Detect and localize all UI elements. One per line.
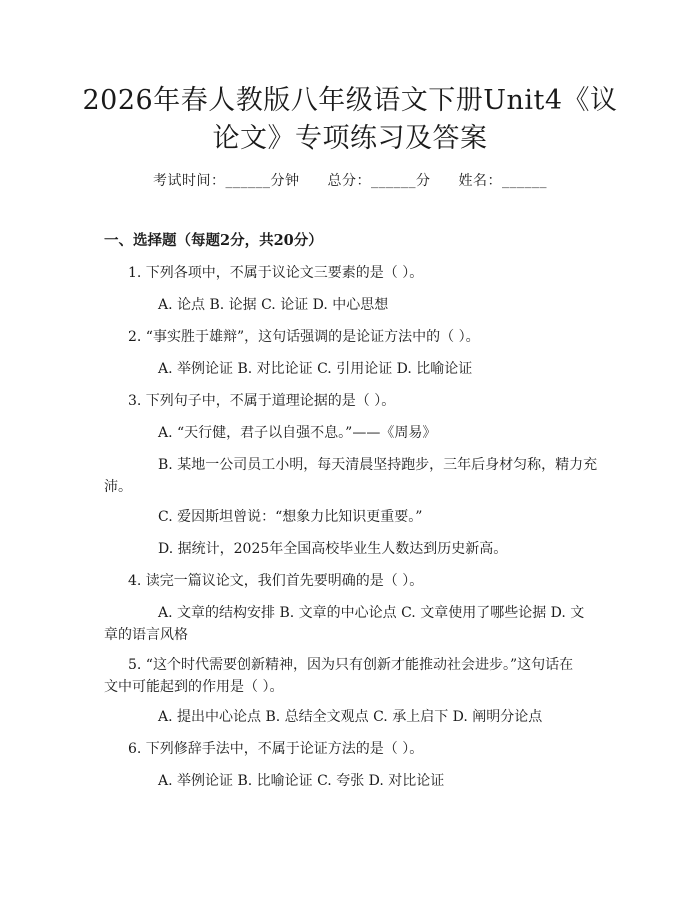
- question-5-options: A. 提出中心论点 B. 总结全文观点 C. 承上启下 D. 阐明分论点: [158, 709, 543, 725]
- question-4-options: A. 文章的结构安排 B. 文章的中心论点 C. 文章使用了哪些论据 D. 文: [158, 605, 585, 621]
- question-5-stem: 5. “这个时代需要创新精神，因为只有创新才能推动社会进步。”这句话在: [128, 657, 574, 673]
- question-4-stem: 4. 读完一篇议论文，我们首先要明确的是（ ）。: [128, 573, 424, 589]
- question-3-stem: 3. 下列句子中，不属于道理论据的是（ ）。: [128, 393, 396, 409]
- section-heading: 一、选择题（每题2分，共20分）: [104, 232, 323, 249]
- question-3-option-d: D. 据统计，2025年全国高校毕业生人数达到历史新高。: [158, 541, 508, 557]
- question-2-options: A. 举例论证 B. 对比论证 C. 引用论证 D. 比喻论证: [158, 361, 473, 377]
- title-line-1: 2026年春人教版八年级语文下册Unit4《议: [82, 85, 618, 116]
- question-6-stem: 6. 下列修辞手法中，不属于论证方法的是（ ）。: [128, 741, 424, 757]
- question-2-stem: 2. “事实胜于雄辩”，这句话强调的是论证方法中的（ ）。: [128, 329, 480, 345]
- question-4-options-cont: 章的语言风格: [104, 627, 188, 643]
- question-1-options: A. 论点 B. 论据 C. 论证 D. 中心思想: [158, 297, 389, 313]
- question-1-stem: 1. 下列各项中，不属于议论文三要素的是（ ）。: [128, 265, 424, 281]
- question-3-option-a: A. “天行健，君子以自强不息。”——《周易》: [158, 425, 437, 441]
- question-5-stem-cont: 文中可能起到的作用是（ ）。: [104, 679, 284, 695]
- document-title: [70, 82, 630, 158]
- name-label: 姓名：______: [458, 173, 547, 189]
- question-3-option-b-cont: 沛。: [104, 479, 132, 495]
- total-score-label: 总分：______分: [327, 173, 431, 189]
- question-3-option-b: B. 某地一公司员工小明，每天清晨坚持跑步，三年后身材匀称，精力充: [158, 457, 598, 473]
- question-3-option-c: C. 爱因斯坦曾说：“想象力比知识更重要。”: [158, 509, 423, 525]
- title-line-2: 论文》专项练习及答案: [212, 123, 488, 154]
- question-6-options: A. 举例论证 B. 比喻论证 C. 夸张 D. 对比论证: [158, 773, 445, 789]
- exam-time-label: 考试时间：______分钟: [153, 173, 300, 189]
- exam-meta: [0, 170, 700, 190]
